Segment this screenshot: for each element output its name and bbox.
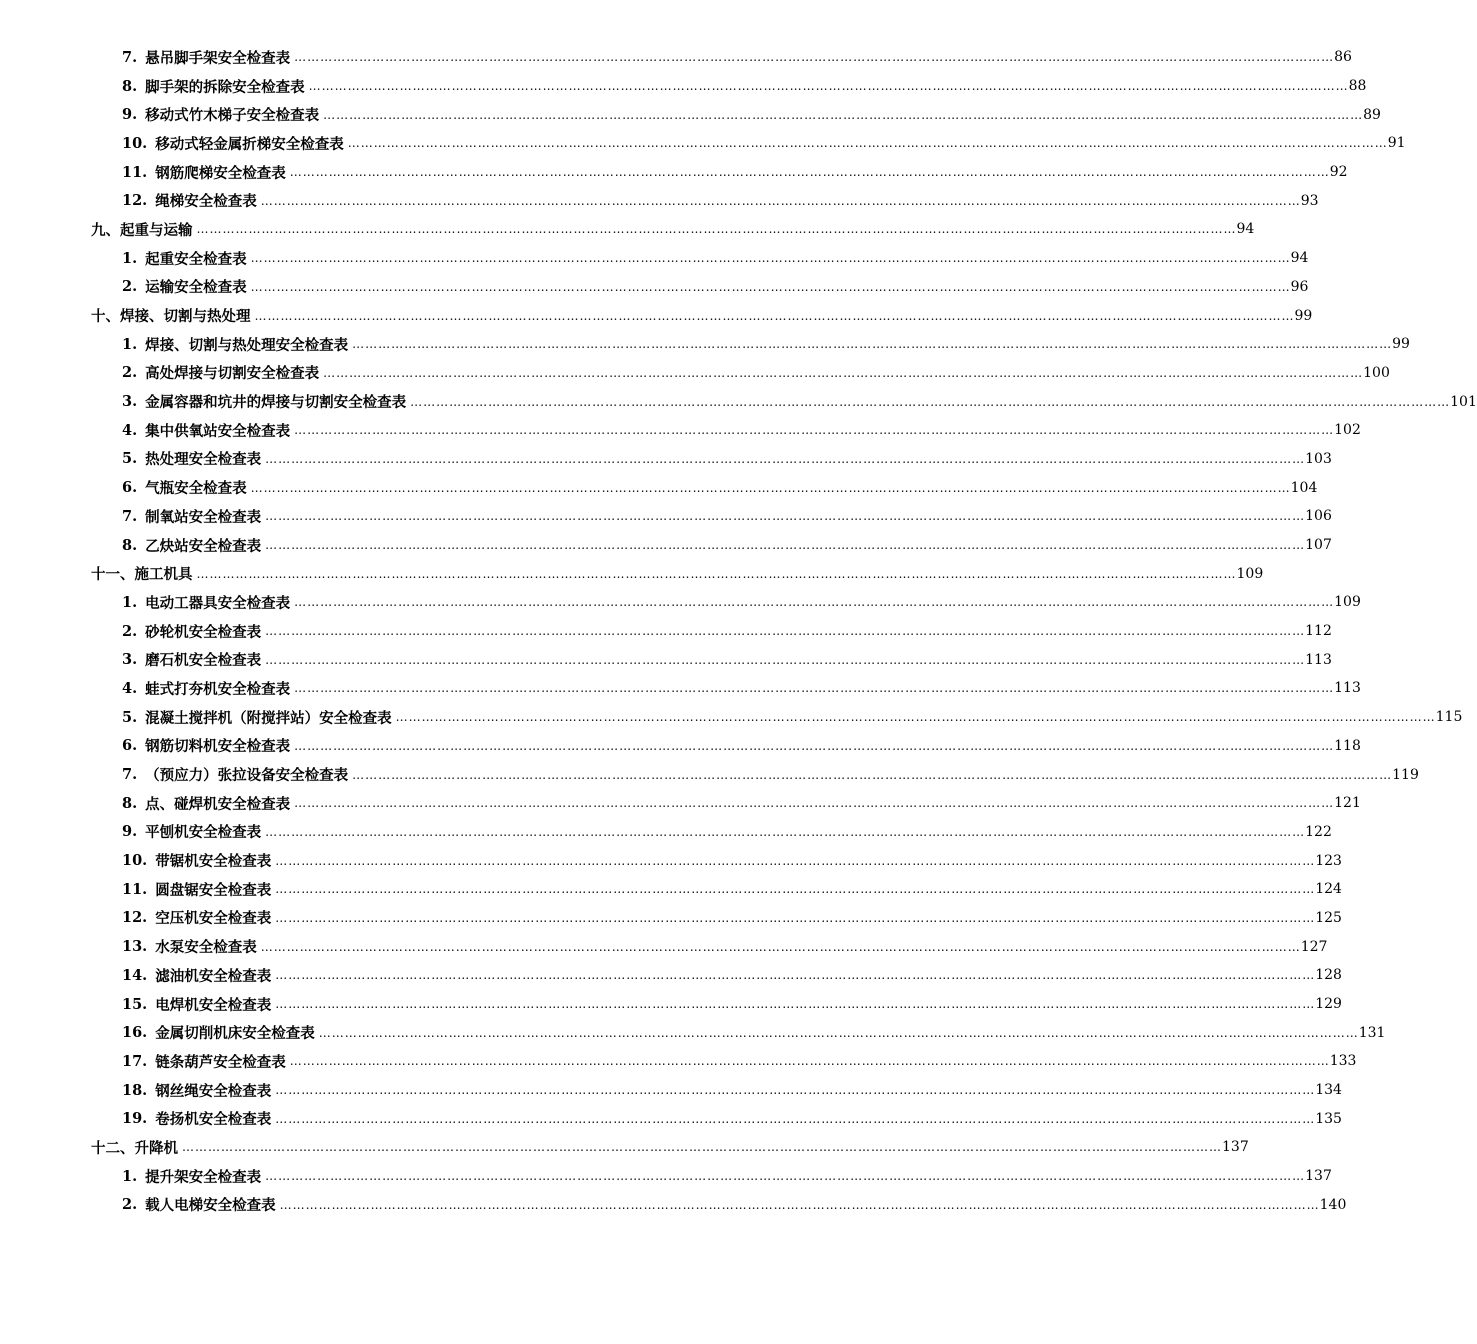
toc-item[interactable] bbox=[0, 1076, 1342, 1105]
toc-page-number: 135 bbox=[1315, 1110, 1342, 1127]
toc-page-number: 102 bbox=[1334, 422, 1361, 439]
toc-page-number: 113 bbox=[1334, 680, 1361, 697]
toc-entry-title: 混凝土搅拌机（附搅拌站）安全检查表 bbox=[145, 709, 392, 727]
toc-page-number: 128 bbox=[1315, 967, 1342, 984]
toc-item-number: 2. bbox=[122, 622, 138, 640]
toc-section[interactable] bbox=[0, 215, 1255, 244]
toc-item[interactable] bbox=[0, 846, 1342, 875]
toc-item[interactable] bbox=[0, 359, 1390, 388]
dot-leader: …………………………………………………………………………………………………………………………………………………………………………………………………………………… bbox=[265, 538, 1306, 553]
toc-entry-title: 蛙式打夯机安全检查表 bbox=[145, 680, 291, 698]
toc-entry-title: 金属切削机床安全检查表 bbox=[155, 1025, 315, 1043]
dot-leader: …………………………………………………………………………………………………………………………………………………………………………………………………………………… bbox=[260, 193, 1301, 208]
toc-page-number: 140 bbox=[1319, 1196, 1347, 1213]
toc-item-number: 5. bbox=[122, 708, 138, 726]
toc-item[interactable] bbox=[0, 273, 1309, 302]
toc-item[interactable] bbox=[0, 473, 1318, 502]
toc-item[interactable] bbox=[0, 645, 1332, 674]
dot-leader: …………………………………………………………………………………………………………………………………………………………………………………………………………………… bbox=[294, 738, 1335, 753]
dot-leader: …………………………………………………………………………………………………………………………………………………………………………………………………………………… bbox=[250, 480, 1291, 495]
toc-item[interactable] bbox=[0, 932, 1328, 961]
dot-leader: …………………………………………………………………………………………………………………………………………………………………………………………………………………… bbox=[182, 1140, 1222, 1155]
toc-item[interactable] bbox=[0, 1191, 1347, 1220]
toc-item[interactable] bbox=[0, 1047, 1357, 1076]
toc-entry-title: 钢筋爬梯安全检查表 bbox=[155, 164, 286, 182]
toc-item-number: 2. bbox=[122, 1196, 138, 1214]
toc-page-number: 137 bbox=[1305, 1168, 1332, 1185]
toc-entry-title: 热处理安全检查表 bbox=[145, 451, 262, 469]
toc-entry-title: 圆盘锯安全检查表 bbox=[155, 881, 272, 899]
toc-item-number: 2. bbox=[122, 278, 138, 296]
toc-page-number: 89 bbox=[1363, 106, 1381, 123]
toc-item-number: 1. bbox=[122, 593, 138, 611]
toc-page-number: 131 bbox=[1358, 1024, 1386, 1041]
toc-item[interactable] bbox=[0, 100, 1381, 129]
toc-page-number: 101 bbox=[1450, 393, 1477, 410]
toc-entry-title: 电焊机安全检查表 bbox=[155, 996, 272, 1014]
toc-page-number: 96 bbox=[1290, 278, 1309, 295]
toc-page-number: 113 bbox=[1305, 651, 1332, 668]
toc-item-number: 7. bbox=[122, 766, 138, 784]
toc-entry-title: 带锯机安全检查表 bbox=[155, 853, 272, 871]
dot-leader: …………………………………………………………………………………………………………………………………………………………………………………………………………………… bbox=[289, 1054, 1330, 1069]
toc-item-number: 13. bbox=[122, 938, 148, 956]
toc-section[interactable] bbox=[0, 1133, 1249, 1162]
toc-item-number: 1. bbox=[122, 335, 138, 353]
toc-page-number: 100 bbox=[1363, 364, 1390, 381]
toc-item-number: 6. bbox=[122, 737, 138, 755]
toc-item-number: 19. bbox=[122, 1110, 148, 1128]
dot-leader: …………………………………………………………………………………………………………………………………………………………………………………………………………………… bbox=[275, 1083, 1316, 1098]
toc-page-number: 99 bbox=[1294, 307, 1313, 324]
toc-page-number: 107 bbox=[1305, 537, 1332, 554]
toc-item[interactable] bbox=[0, 990, 1342, 1019]
table-of-contents bbox=[0, 43, 1477, 1219]
toc-item-number: 17. bbox=[122, 1052, 148, 1070]
toc-page-number: 121 bbox=[1334, 795, 1361, 812]
toc-page-number: 106 bbox=[1305, 508, 1332, 525]
dot-leader: …………………………………………………………………………………………………………………………………………………………………………………………………………………… bbox=[347, 136, 1388, 151]
toc-page-number: 127 bbox=[1300, 938, 1328, 955]
dot-leader: …………………………………………………………………………………………………………………………………………………………………………………………………………………… bbox=[289, 165, 1330, 180]
toc-item[interactable] bbox=[0, 588, 1361, 617]
toc-item[interactable] bbox=[0, 732, 1361, 761]
dot-leader: …………………………………………………………………………………………………………………………………………………………………………………………………………………… bbox=[196, 222, 1237, 237]
toc-page-number: 112 bbox=[1305, 623, 1332, 640]
toc-item[interactable] bbox=[0, 875, 1342, 904]
toc-entry-title: 卷扬机安全检查表 bbox=[155, 1111, 272, 1129]
dot-leader: …………………………………………………………………………………………………………………………………………………………………………………………………………………… bbox=[352, 767, 1393, 782]
dot-leader: …………………………………………………………………………………………………………………………………………………………………………………………………………………… bbox=[308, 79, 1349, 94]
toc-page-number: 125 bbox=[1315, 909, 1342, 926]
toc-entry-title: 提升架安全检查表 bbox=[145, 1168, 262, 1186]
toc-item[interactable] bbox=[0, 1162, 1332, 1191]
toc-item-number: 10. bbox=[122, 134, 148, 152]
toc-item[interactable] bbox=[0, 1018, 1386, 1047]
toc-page-number: 88 bbox=[1348, 78, 1367, 95]
toc-item-number: 18. bbox=[122, 1081, 148, 1099]
toc-page-number: 122 bbox=[1305, 823, 1332, 840]
toc-item[interactable] bbox=[0, 129, 1406, 158]
toc-page-number: 134 bbox=[1315, 1082, 1342, 1099]
toc-item[interactable] bbox=[0, 617, 1332, 646]
toc-item[interactable] bbox=[0, 244, 1309, 273]
toc-page-number: 123 bbox=[1315, 852, 1342, 869]
dot-leader: …………………………………………………………………………………………………………………………………………………………………………………………………………………… bbox=[265, 824, 1306, 839]
toc-item-number: 11. bbox=[122, 163, 148, 181]
toc-entry-title: 载人电梯安全检查表 bbox=[145, 1197, 276, 1215]
toc-entry-title: 移动式轻金属折梯安全检查表 bbox=[155, 135, 344, 153]
toc-entry-title: 砂轮机安全检查表 bbox=[145, 623, 262, 641]
toc-item-number: 9. bbox=[122, 823, 138, 841]
toc-item[interactable] bbox=[0, 158, 1348, 187]
toc-item[interactable] bbox=[0, 760, 1419, 789]
toc-item-number: 9. bbox=[122, 106, 138, 124]
dot-leader: …………………………………………………………………………………………………………………………………………………………………………………………………………………… bbox=[275, 910, 1316, 925]
toc-item[interactable] bbox=[0, 43, 1352, 72]
toc-entry-title: 乙炔站安全检查表 bbox=[145, 537, 262, 555]
toc-page-number: 99 bbox=[1392, 336, 1410, 353]
toc-entry-title: 点、碰焊机安全检查表 bbox=[145, 795, 291, 813]
toc-entry-title: 平刨机安全检查表 bbox=[145, 824, 262, 842]
toc-item[interactable] bbox=[0, 674, 1361, 703]
dot-leader: …………………………………………………………………………………………………………………………………………………………………………………………………………………… bbox=[294, 681, 1335, 696]
toc-entry-title: 链条葫芦安全检查表 bbox=[155, 1053, 286, 1071]
toc-item-number: 7. bbox=[122, 48, 138, 66]
toc-item-number: 5. bbox=[122, 450, 138, 468]
toc-item[interactable] bbox=[0, 904, 1342, 933]
toc-page-number: 118 bbox=[1334, 737, 1361, 754]
toc-page-number: 115 bbox=[1435, 709, 1463, 726]
dot-leader: …………………………………………………………………………………………………………………………………………………………………………………………………………………… bbox=[275, 968, 1316, 983]
dot-leader: …………………………………………………………………………………………………………………………………………………………………………………………………………………… bbox=[294, 50, 1335, 65]
toc-item[interactable] bbox=[0, 789, 1361, 818]
toc-page-number: 129 bbox=[1315, 996, 1342, 1013]
toc-item[interactable] bbox=[0, 416, 1361, 445]
toc-item-number: 8. bbox=[122, 77, 138, 95]
toc-item-number: 12. bbox=[122, 909, 148, 927]
toc-entry-title: 集中供氧站安全检查表 bbox=[145, 422, 291, 440]
dot-leader: …………………………………………………………………………………………………………………………………………………………………………………………………………………… bbox=[265, 652, 1306, 667]
dot-leader: …………………………………………………………………………………………………………………………………………………………………………………………………………………… bbox=[318, 1025, 1359, 1040]
toc-item-number: 16. bbox=[122, 1024, 148, 1042]
toc-page-number: 92 bbox=[1329, 164, 1348, 181]
toc-page-number: 93 bbox=[1300, 192, 1319, 209]
toc-entry-title: 滤油机安全检查表 bbox=[155, 967, 272, 985]
toc-page-number: 86 bbox=[1334, 49, 1352, 66]
toc-item[interactable] bbox=[0, 186, 1319, 215]
dot-leader: …………………………………………………………………………………………………………………………………………………………………………………………………………………… bbox=[395, 710, 1436, 725]
toc-entry-title: 十二、升降机 bbox=[91, 1139, 178, 1157]
dot-leader: …………………………………………………………………………………………………………………………………………………………………………………………………………………… bbox=[265, 1169, 1306, 1184]
toc-item[interactable] bbox=[0, 72, 1367, 101]
dot-leader: …………………………………………………………………………………………………………………………………………………………………………………………………………………… bbox=[323, 365, 1364, 380]
toc-item[interactable] bbox=[0, 818, 1332, 847]
dot-leader: …………………………………………………………………………………………………………………………………………………………………………………………………………………… bbox=[275, 882, 1316, 897]
toc-item-number: 3. bbox=[122, 651, 138, 669]
dot-leader: …………………………………………………………………………………………………………………………………………………………………………………………………………………… bbox=[410, 394, 1451, 409]
toc-item[interactable] bbox=[0, 961, 1342, 990]
dot-leader: …………………………………………………………………………………………………………………………………………………………………………………………………………………… bbox=[196, 566, 1237, 581]
dot-leader: …………………………………………………………………………………………………………………………………………………………………………………………………………………… bbox=[265, 509, 1306, 524]
toc-entry-title: 九、起重与运输 bbox=[91, 221, 193, 239]
toc-entry-title: 焊接、切割与热处理安全检查表 bbox=[145, 336, 349, 354]
toc-page-number: 91 bbox=[1387, 135, 1406, 152]
toc-entry-title: （预应力）张拉设备安全检查表 bbox=[145, 767, 349, 785]
dot-leader: …………………………………………………………………………………………………………………………………………………………………………………………………………………… bbox=[294, 595, 1335, 610]
toc-item[interactable] bbox=[0, 1104, 1342, 1133]
toc-item[interactable] bbox=[0, 531, 1332, 560]
toc-item-number: 8. bbox=[122, 536, 138, 554]
toc-page-number: 119 bbox=[1392, 766, 1419, 783]
toc-page-number: 124 bbox=[1315, 881, 1342, 898]
toc-item-number: 12. bbox=[122, 192, 148, 210]
toc-page-number: 94 bbox=[1236, 221, 1255, 238]
toc-entry-title: 钢筋切料机安全检查表 bbox=[145, 738, 291, 756]
toc-entry-title: 制氧站安全检查表 bbox=[145, 508, 262, 526]
toc-entry-title: 水泵安全检查表 bbox=[155, 939, 257, 957]
dot-leader: …………………………………………………………………………………………………………………………………………………………………………………………………………………… bbox=[250, 251, 1291, 266]
toc-item[interactable] bbox=[0, 502, 1332, 531]
toc-item-number: 4. bbox=[122, 421, 138, 439]
dot-leader: …………………………………………………………………………………………………………………………………………………………………………………………………………………… bbox=[275, 1111, 1316, 1126]
dot-leader: …………………………………………………………………………………………………………………………………………………………………………………………………………………… bbox=[265, 624, 1306, 639]
dot-leader: …………………………………………………………………………………………………………………………………………………………………………………………………………………… bbox=[275, 997, 1316, 1012]
toc-page-number: 109 bbox=[1236, 565, 1264, 582]
toc-item-number: 7. bbox=[122, 507, 138, 525]
toc-entry-title: 绳梯安全检查表 bbox=[155, 193, 257, 211]
toc-section[interactable] bbox=[0, 559, 1264, 588]
toc-page-number: 109 bbox=[1334, 594, 1361, 611]
toc-entry-title: 气瓶安全检查表 bbox=[145, 480, 247, 498]
toc-item-number: 10. bbox=[122, 852, 148, 870]
toc-item-number: 4. bbox=[122, 679, 138, 697]
toc-item-number: 3. bbox=[122, 393, 138, 411]
toc-section[interactable] bbox=[0, 301, 1313, 330]
dot-leader: …………………………………………………………………………………………………………………………………………………………………………………………………………………… bbox=[294, 796, 1335, 811]
dot-leader: …………………………………………………………………………………………………………………………………………………………………………………………………………………… bbox=[260, 939, 1301, 954]
toc-item[interactable] bbox=[0, 703, 1463, 732]
dot-leader: …………………………………………………………………………………………………………………………………………………………………………………………………………………… bbox=[254, 308, 1295, 323]
toc-item-number: 2. bbox=[122, 364, 138, 382]
toc-item-number: 8. bbox=[122, 794, 138, 812]
dot-leader: …………………………………………………………………………………………………………………………………………………………………………………………………………………… bbox=[294, 423, 1335, 438]
toc-item-number: 1. bbox=[122, 249, 138, 267]
toc-entry-title: 十、焊接、切割与热处理 bbox=[91, 308, 251, 326]
dot-leader: …………………………………………………………………………………………………………………………………………………………………………………………………………………… bbox=[279, 1197, 1320, 1212]
toc-item[interactable] bbox=[0, 445, 1332, 474]
toc-entry-title: 运输安全检查表 bbox=[145, 279, 247, 297]
toc-item[interactable] bbox=[0, 387, 1477, 416]
toc-page-number: 137 bbox=[1222, 1139, 1249, 1156]
toc-page-number: 94 bbox=[1290, 250, 1309, 267]
toc-entry-title: 电动工器具安全检查表 bbox=[145, 594, 291, 612]
toc-item-number: 1. bbox=[122, 1167, 138, 1185]
toc-entry-title: 磨石机安全检查表 bbox=[145, 652, 262, 670]
toc-item-number: 15. bbox=[122, 995, 148, 1013]
toc-page-number: 133 bbox=[1329, 1053, 1357, 1070]
toc-entry-title: 移动式竹木梯子安全检查表 bbox=[145, 107, 320, 125]
toc-page-number: 104 bbox=[1290, 479, 1318, 496]
toc-item-number: 14. bbox=[122, 966, 148, 984]
dot-leader: …………………………………………………………………………………………………………………………………………………………………………………………………………………… bbox=[323, 107, 1364, 122]
dot-leader: …………………………………………………………………………………………………………………………………………………………………………………………………………………… bbox=[352, 337, 1393, 352]
toc-entry-title: 高处焊接与切割安全检查表 bbox=[145, 365, 320, 383]
toc-entry-title: 金属容器和坑井的焊接与切割安全检查表 bbox=[145, 394, 407, 412]
dot-leader: …………………………………………………………………………………………………………………………………………………………………………………………………………………… bbox=[265, 451, 1306, 466]
toc-page-number: 103 bbox=[1305, 450, 1332, 467]
toc-item[interactable] bbox=[0, 330, 1410, 359]
toc-item-number: 6. bbox=[122, 479, 138, 497]
toc-entry-title: 起重安全检查表 bbox=[145, 250, 247, 268]
dot-leader: …………………………………………………………………………………………………………………………………………………………………………………………………………………… bbox=[250, 279, 1291, 294]
toc-entry-title: 空压机安全检查表 bbox=[155, 910, 272, 928]
toc-entry-title: 脚手架的拆除安全检查表 bbox=[145, 78, 305, 96]
toc-entry-title: 钢丝绳安全检查表 bbox=[155, 1082, 272, 1100]
toc-entry-title: 悬吊脚手架安全检查表 bbox=[145, 49, 291, 67]
toc-entry-title: 十一、施工机具 bbox=[91, 566, 193, 584]
toc-item-number: 11. bbox=[122, 880, 148, 898]
dot-leader: …………………………………………………………………………………………………………………………………………………………………………………………………………………… bbox=[275, 853, 1316, 868]
